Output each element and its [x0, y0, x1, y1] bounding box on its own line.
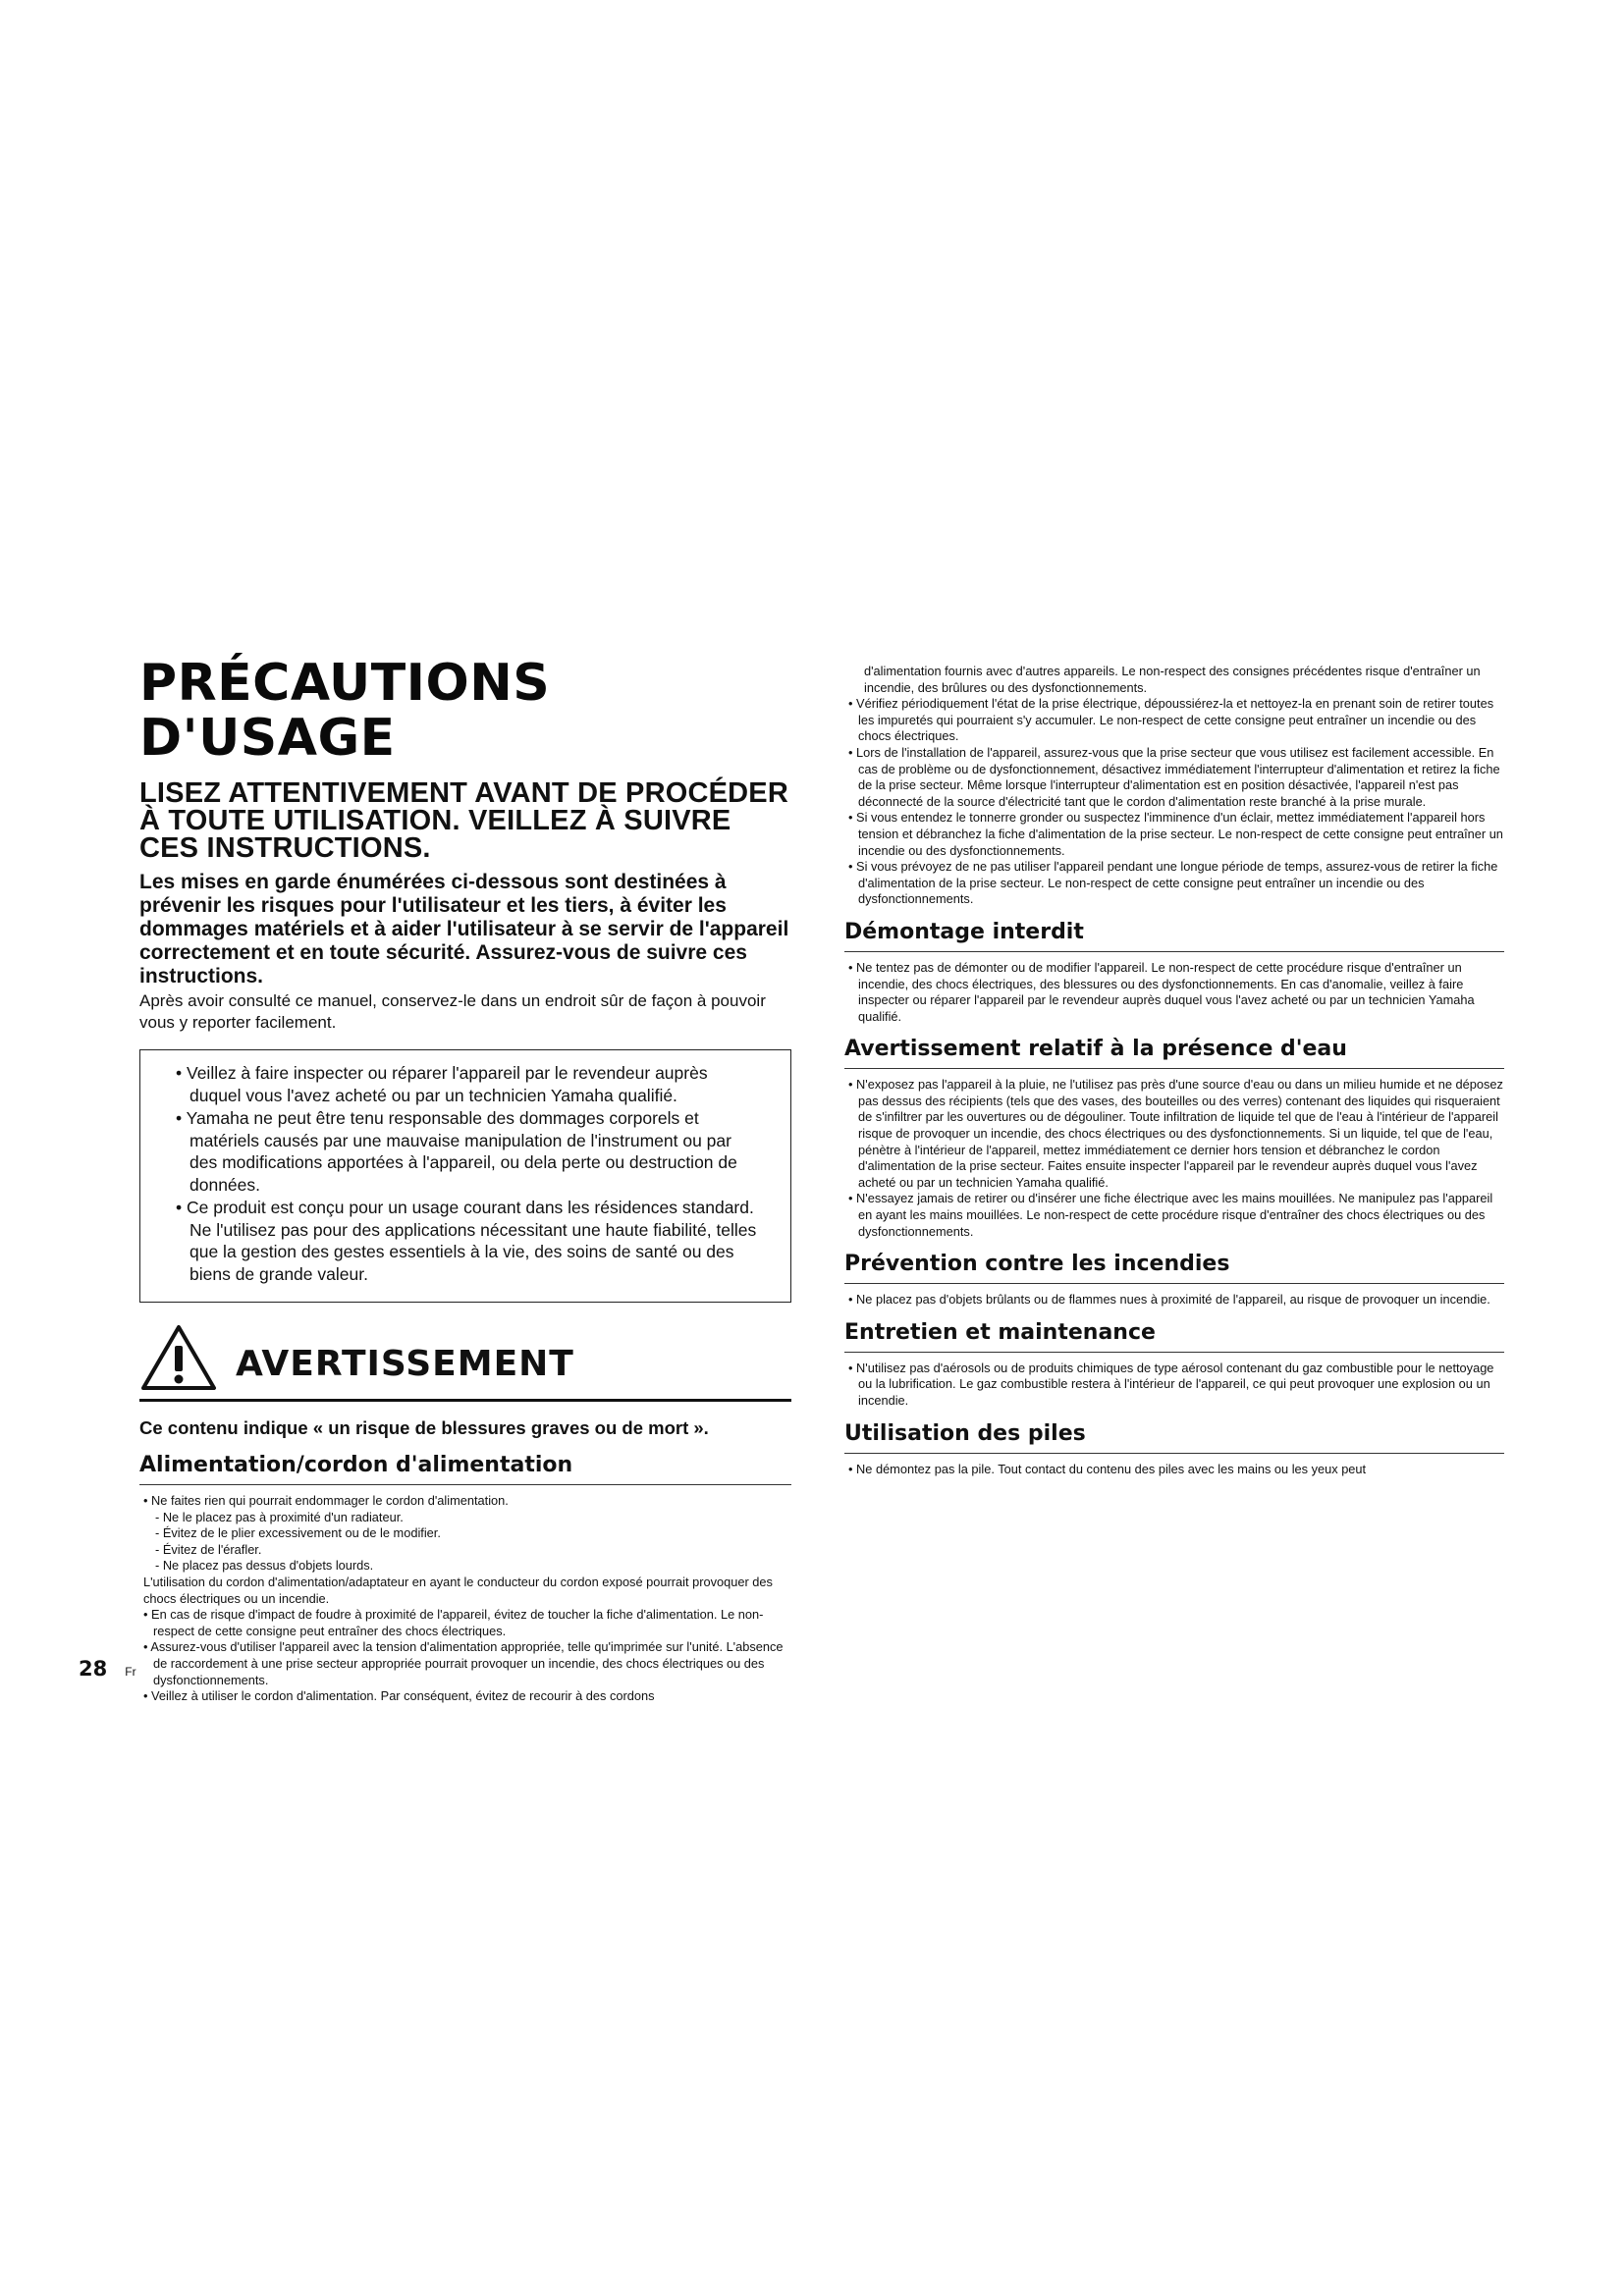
page-subtitle: LISEZ ATTENTIVEMENT AVANT DE PROCÉDER À TOUTE UTILISATION. VEILLEZ À SUIVRE CES INSTRUCTIONS. — [139, 777, 788, 864]
list-item: • N'utilisez pas d'aérosols ou de produits chimiques de type aérosol contenant du gaz combustible pour le nettoyage ou la lubrification. Le gaz combustible restera à l'intérieur de l'appareil, ce qui peut provoquer une explosion ou un incendie. — [848, 1360, 1494, 1408]
warning-header — [139, 1322, 791, 1393]
list-item: • Si vous prévoyez de ne pas utiliser l'appareil pendant une longue période de temps, assurez-vous de retirer la fiche d'alimentation de la prise secteur. Le non-respect de cette consigne peut entraîner un incendie ou des dysfonctionnements. — [848, 859, 1498, 907]
list-item: • En cas de risque d'impact de foudre à proximité de l'appareil, évitez de toucher la fiche d'alimentation. Le non-respect de cette consigne peut entraîner des chocs électriques. — [143, 1607, 764, 1638]
page-footer — [79, 1657, 136, 1681]
power-list — [139, 1493, 791, 1705]
list-item-continuation: d'alimentation fournis avec d'autres appareils. Le non-respect des consignes précédentes risque d'entraîner un incendie, des brûlures ou des dysfonctionnements. — [864, 664, 1481, 695]
list-subitem: - Ne placez pas dessus d'objets lourds. — [155, 1558, 374, 1574]
list-item: • Veillez à utiliser le cordon d'alimentation. Par conséquent, évitez de recourir à des cordons — [143, 1688, 655, 1704]
intro-bold-text: Les mises en garde énumérées ci-dessous sont destinées à prévenir les risques pour l'utilisateur et les tiers, à éviter les dommages matériels et à aider l'utilisateur à se servir de l'appareil correctement et en toute sécurité. Assurez-vous de suivre ces instructions. — [139, 871, 789, 988]
list-item: • Lors de l'installation de l'appareil, assurez-vous que la prise secteur que vous utilisez est facilement accessible. En cas de problème ou de dysfonctionnement, désactivez immédiatement l'interrupteur d'alimentation et retirez la fiche de la prise secteur. Même lorsque l'interrupteur d'alimentation est en position désactivée, l'appareil n'est pas déconnecté de la source d'électricité tant que le cordon d'alimentation reste branché à la prise murale. — [848, 744, 1500, 809]
warning-triangle-icon — [139, 1322, 218, 1393]
left-column — [139, 656, 791, 1705]
list-item: • Ne tentez pas de démonter ou de modifier l'appareil. Le non-respect de cette procédure risque d'entraîner un incendie, des chocs électriques, des blessures ou des dysfonctionnements. En cas d'anomalie, veillez à faire inspecter ou réparer l'appareil par le revendeur auprès duquel vous l'avez acheté ou par un technicien Yamaha qualifié. — [848, 959, 1475, 1024]
page-number: 28 — [79, 1657, 108, 1681]
fire-list — [844, 1292, 1504, 1308]
section-title-maintenance: Entretien et maintenance — [844, 1320, 1504, 1353]
list-item: • Si vous entendez le tonnerre gronder ou suspectez l'imminence d'un éclair, mettez immédiatement l'appareil hors tension et débranchez la fiche d'alimentation de la prise secteur. Le non-respect de cette consigne peut entraîner un incendie ou des dysfonctionnements. — [848, 810, 1503, 858]
list-item: • Ne démontez pas la pile. Tout contact du contenu des piles avec les mains ou les yeux peut — [848, 1461, 1367, 1476]
list-item: • Ne placez pas d'objets brûlants ou de flammes nues à proximité de l'appareil, au risque de provoquer un incendie. — [848, 1292, 1490, 1308]
batteries-list — [844, 1462, 1504, 1478]
section-title-power: Alimentation/cordon d'alimentation — [139, 1453, 791, 1485]
disassembly-list — [844, 960, 1504, 1025]
list-item: • Vérifiez périodiquement l'état de la prise électrique, dépoussiérez-la et nettoyez-la en prenant soin de retirer toutes les impuretés qui pourraient s'y accumuler. Le non-respect de cette consigne peut entraîner un incendie ou des chocs électriques. — [848, 696, 1494, 744]
list-item-continuation: L'utilisation du cordon d'alimentation/adaptateur en ayant le conducteur du cordon exposé pourrait provoquer des chocs électriques ou un incendie. — [143, 1574, 773, 1606]
list-item: • Assurez-vous d'utiliser l'appareil avec la tension d'alimentation appropriée, telle qu'imprimée sur l'unité. L'absence de raccordement à une prise secteur appropriée pourrait provoquer un incendie, des chocs électriques ou des dysfonctionnements. — [143, 1639, 784, 1687]
notice-item: • Veillez à faire inspecter ou réparer l'appareil par le revendeur auprès duquel vous l'avez acheté ou par un technicien Yamaha qualifié. — [176, 1063, 708, 1105]
list-subitem: - Évitez de l'érafler. — [155, 1541, 262, 1557]
warning-title: AVERTISSEMENT — [236, 1343, 574, 1384]
list-item: • N'essayez jamais de retirer ou d'insérer une fiche électrique avec les mains mouillées. Ne manipulez pas l'appareil en ayant les mains mouillées. Le non-respect de cette procédure risque d'entraîner des chocs électriques ou des dysfonctionnements. — [848, 1191, 1493, 1239]
intro-text: Après avoir consulté ce manuel, conservez-le dans un endroit sûr de façon à pouvoir vous y reporter facilement. — [139, 991, 766, 1032]
right-column — [844, 664, 1504, 1477]
list-subitem: - Ne le placez pas à proximité d'un radiateur. — [155, 1509, 404, 1524]
water-list — [844, 1077, 1504, 1240]
maintenance-list — [844, 1361, 1504, 1410]
section-title-disassembly: Démontage interdit — [844, 920, 1504, 952]
list-item: • Ne faites rien qui pourrait endommager le cordon d'alimentation. — [143, 1493, 509, 1508]
section-title-water: Avertissement relatif à la présence d'eau — [844, 1037, 1504, 1069]
list-item: • N'exposez pas l'appareil à la pluie, ne l'utilisez pas près d'une source d'eau ou dans un milieu humide et ne déposez pas dessus des récipients (tels que des vases, des bouteilles ou des verres) contenant des liquides qui risqueraient de s'infiltrer par les ouvertures ou de dégouliner. Toute infiltration de liquide tel que de l'eau à l'intérieur de l'appareil risque de provoquer un incendie, des chocs électriques ou des dysfonctionnements. Si un liquide, tel que de l'eau, pénètre à l'intérieur de l'appareil, mettez immédiatement ce dernier hors tension et débranchez le cordon d'alimentation de la prise secteur. Faites ensuite inspecter l'appareil par le revendeur auprès duquel vous l'avez acheté ou par un technicien Yamaha qualifié. — [848, 1077, 1503, 1190]
notice-item: • Ce produit est conçu pour un usage courant dans les résidences standard. Ne l'utilisez pas pour des applications nécessitant une haute fiabilité, telles que la gestion des gestes essentiels à la vie, des soins de santé ou des biens de grande valeur. — [176, 1198, 757, 1284]
page-title: PRÉCAUTIONS D'USAGE — [139, 654, 551, 768]
page-language: Fr — [125, 1665, 136, 1679]
section-title-fire: Prévention contre les incendies — [844, 1252, 1504, 1284]
list-subitem: - Évitez de le plier excessivement ou de le modifier. — [155, 1525, 441, 1541]
notice-item: • Yamaha ne peut être tenu responsable des dommages corporels et matériels causés par une mauvaise manipulation de l'instrument ou par des modifications apportées à l'appareil, ou dela perte ou destruction de données. — [176, 1108, 737, 1195]
warning-divider — [139, 1399, 791, 1402]
warning-description: Ce contenu indique « un risque de blessures graves ou de mort ». — [139, 1417, 709, 1438]
section-title-batteries: Utilisation des piles — [844, 1421, 1504, 1454]
notice-box — [139, 1049, 791, 1303]
